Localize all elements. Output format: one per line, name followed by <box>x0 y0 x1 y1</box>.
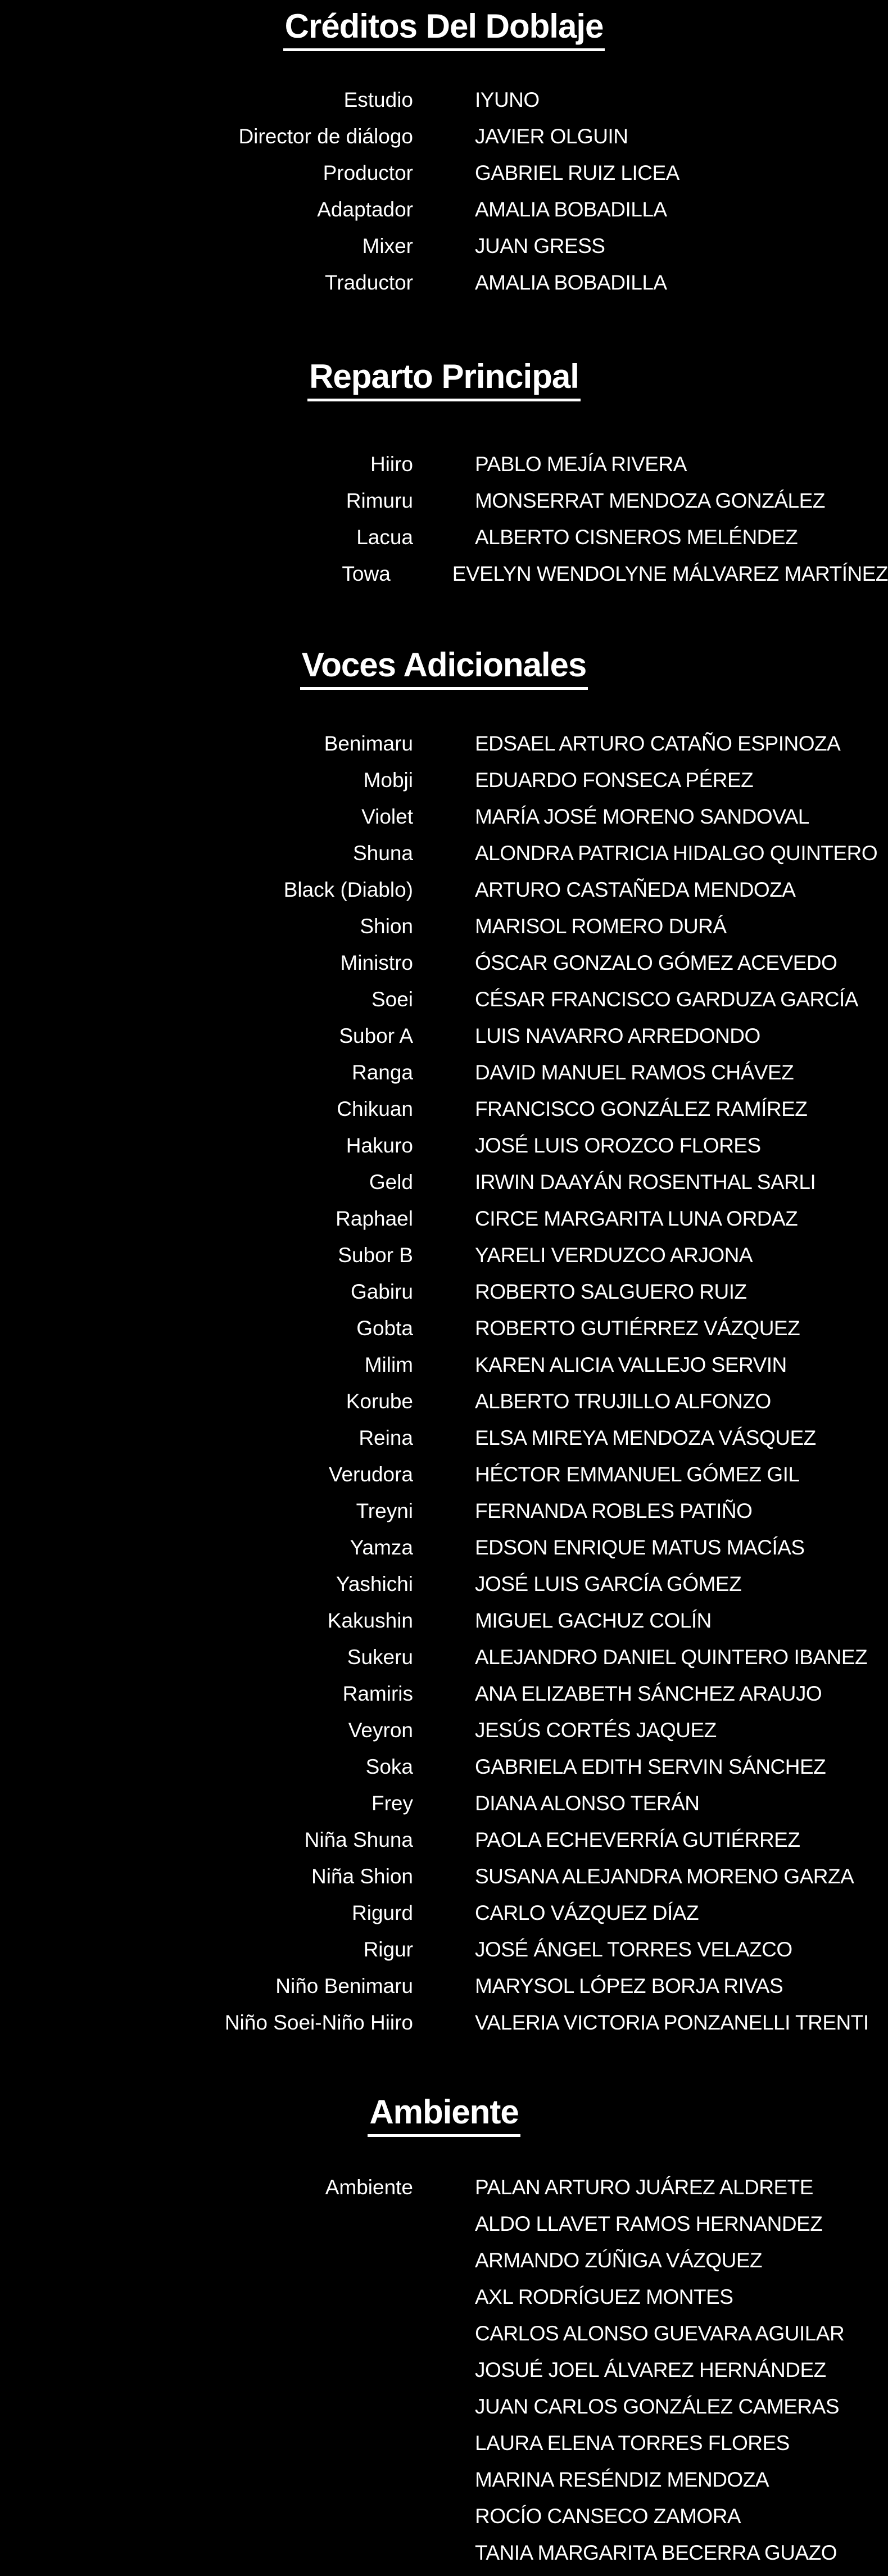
section-title-wrap <box>0 7 888 51</box>
actor-names <box>475 228 888 264</box>
actor-name: ALONDRA PATRICIA HIDALGO QUINTERO <box>475 842 878 865</box>
role-label: Soka <box>365 1755 413 1778</box>
actor-name: GABRIEL RUIZ LICEA <box>475 161 679 184</box>
actor-names <box>475 1127 888 1164</box>
credit-row <box>0 1346 888 1383</box>
actor-name: FRANCISCO GONZÁLEZ RAMÍREZ <box>475 1097 808 1120</box>
actor-name: SUSANA ALEJANDRA MORENO GARZA <box>475 1865 854 1888</box>
actor-names <box>475 1785 888 1822</box>
actor-names <box>475 835 888 871</box>
actor-name: PALAN ARTURO JUÁREZ ALDRETE <box>475 2176 813 2199</box>
actor-names <box>475 1968 888 2004</box>
actor-name: MARYSOL LÓPEZ BORJA RIVAS <box>475 1974 783 1997</box>
actor-names <box>475 155 888 191</box>
actor-name: ARTURO CASTAÑEDA MENDOZA <box>475 878 796 901</box>
actor-names <box>475 264 888 301</box>
actor-names <box>475 1091 888 1127</box>
credit-row <box>0 908 888 944</box>
actor-name: MIGUEL GACHUZ COLÍN <box>475 1609 712 1632</box>
credit-row <box>0 155 888 191</box>
actor-name: ROBERTO SALGUERO RUIZ <box>475 1280 747 1303</box>
actor-name: IYUNO <box>475 88 540 111</box>
actor-names <box>475 1054 888 1091</box>
section-title: Ambiente <box>368 2093 520 2137</box>
role-label: Hakuro <box>346 1134 413 1157</box>
actor-name: CARLOS ALONSO GUEVARA AGUILAR <box>475 2322 845 2345</box>
actor-names <box>475 2169 888 2571</box>
actor-name: IRWIN DAAYÁN ROSENTHAL SARLI <box>475 1171 816 1194</box>
credit-row <box>0 981 888 1018</box>
role-label: Geld <box>369 1171 413 1194</box>
actor-names <box>475 725 888 762</box>
role-label: Rimuru <box>346 489 413 512</box>
actor-name: JOSÉ LUIS GARCÍA GÓMEZ <box>475 1572 742 1596</box>
actor-name: ROCÍO CANSECO ZAMORA <box>475 2505 741 2528</box>
section-rows <box>0 2169 888 2571</box>
actor-names <box>475 1456 888 1493</box>
role-label: Treyni <box>356 1499 413 1522</box>
credit-row <box>0 1200 888 1237</box>
role-label: Niña Shion <box>311 1865 413 1888</box>
role-label: Niño Soei-Niño Hiiro <box>224 2011 413 2034</box>
section-title-wrap <box>0 2093 888 2137</box>
credit-row <box>0 1164 888 1200</box>
credit-row <box>0 555 888 592</box>
actor-name: JUAN GRESS <box>475 234 605 257</box>
credit-row <box>0 1675 888 1712</box>
role-label: Subor B <box>338 1244 413 1267</box>
actor-name: JOSUÉ JOEL ÁLVAREZ HERNÁNDEZ <box>475 2358 826 2381</box>
credit-row <box>0 482 888 519</box>
credit-row <box>0 1529 888 1566</box>
credit-row <box>0 762 888 798</box>
actor-names <box>475 1420 888 1456</box>
actor-names <box>475 446 888 482</box>
role-label: Director de diálogo <box>238 125 413 148</box>
role-label: Gobta <box>356 1317 413 1340</box>
role-label: Reina <box>359 1426 413 1449</box>
actor-names <box>475 1383 888 1420</box>
role-label: Ambiente <box>325 2176 413 2199</box>
role-label: Benimaru <box>324 732 413 755</box>
credit-row <box>0 835 888 871</box>
actor-names <box>475 191 888 228</box>
role-label: Rigur <box>363 1938 413 1961</box>
actor-name: ELSA MIREYA MENDOZA VÁSQUEZ <box>475 1426 816 1449</box>
credit-section <box>0 2093 888 2571</box>
actor-name: CÉSAR FRANCISCO GARDUZA GARCÍA <box>475 988 858 1011</box>
credit-row <box>0 1712 888 1748</box>
section-rows <box>0 446 888 592</box>
actor-name: TANIA MARGARITA BECERRA GUAZO <box>475 2541 837 2564</box>
actor-name: JESÚS CORTÉS JAQUEZ <box>475 1719 717 1742</box>
credit-row <box>0 1785 888 1822</box>
credit-row <box>0 228 888 264</box>
actor-names <box>475 118 888 155</box>
role-label: Towa <box>342 562 391 585</box>
actor-names <box>475 908 888 944</box>
credit-row <box>0 1237 888 1273</box>
actor-name: AXL RODRÍGUEZ MONTES <box>475 2285 733 2308</box>
actor-names <box>475 1237 888 1273</box>
actor-names <box>475 2004 888 2041</box>
credit-row <box>0 1493 888 1529</box>
actor-names <box>475 1529 888 1566</box>
role-label: Shion <box>360 915 413 938</box>
section-title-wrap <box>0 645 888 690</box>
actor-name: JOSÉ LUIS OROZCO FLORES <box>475 1134 761 1157</box>
role-label: Estudio <box>343 88 413 111</box>
credit-row <box>0 1273 888 1310</box>
actor-name: PABLO MEJÍA RIVERA <box>475 453 687 476</box>
actor-names <box>475 482 888 519</box>
role-label: Milim <box>364 1353 413 1376</box>
section-title: Créditos Del Doblaje <box>283 7 605 51</box>
actor-names <box>475 762 888 798</box>
role-label: Kakushin <box>327 1609 413 1632</box>
actor-names <box>475 871 888 908</box>
actor-name: LAURA ELENA TORRES FLORES <box>475 2432 790 2455</box>
actor-names <box>475 1858 888 1895</box>
role-label: Traductor <box>325 271 413 294</box>
credit-row <box>0 1822 888 1858</box>
actor-name: ARMANDO ZÚÑIGA VÁZQUEZ <box>475 2249 763 2272</box>
role-label: Mobji <box>363 769 413 792</box>
credit-row <box>0 871 888 908</box>
actor-name: ALDO LLAVET RAMOS HERNANDEZ <box>475 2212 823 2235</box>
credit-row <box>0 2169 888 2571</box>
actor-name: MARINA RESÉNDIZ MENDOZA <box>475 2468 769 2491</box>
role-label: Verudora <box>328 1463 413 1486</box>
credit-row <box>0 1127 888 1164</box>
role-label: Gabiru <box>350 1280 413 1303</box>
actor-names <box>475 944 888 981</box>
actor-names <box>475 1346 888 1383</box>
actor-name: DAVID MANUEL RAMOS CHÁVEZ <box>475 1061 794 1084</box>
role-label: Adaptador <box>317 198 413 221</box>
actor-name: EDSAEL ARTURO CATAÑO ESPINOZA <box>475 732 841 755</box>
credit-row <box>0 798 888 835</box>
credit-row <box>0 944 888 981</box>
actor-names <box>475 1566 888 1602</box>
credit-row <box>0 1091 888 1127</box>
actor-names <box>475 1493 888 1529</box>
actor-name: DIANA ALONSO TERÁN <box>475 1792 700 1815</box>
credit-section <box>0 645 888 2041</box>
actor-name: AMALIA BOBADILLA <box>475 198 667 221</box>
role-label: Productor <box>323 161 413 184</box>
actor-names <box>475 1310 888 1346</box>
section-rows <box>0 725 888 2041</box>
credit-section <box>0 7 888 301</box>
actor-names <box>475 1602 888 1639</box>
credit-row <box>0 264 888 301</box>
actor-name: EDUARDO FONSECA PÉREZ <box>475 769 754 792</box>
actor-names <box>475 981 888 1018</box>
actor-name: PAOLA ECHEVERRÍA GUTIÉRREZ <box>475 1828 800 1851</box>
credit-row <box>0 2004 888 2041</box>
actor-names <box>475 1164 888 1200</box>
actor-name: CIRCE MARGARITA LUNA ORDAZ <box>475 1207 798 1230</box>
credit-row <box>0 446 888 482</box>
role-label: Ramiris <box>342 1682 413 1705</box>
role-label: Veyron <box>348 1719 413 1742</box>
actor-names <box>475 1712 888 1748</box>
credit-row <box>0 1602 888 1639</box>
actor-name: AMALIA BOBADILLA <box>475 271 667 294</box>
actor-name: ROBERTO GUTIÉRREZ VÁZQUEZ <box>475 1317 800 1340</box>
actor-name: ÓSCAR GONZALO GÓMEZ ACEVEDO <box>475 951 837 974</box>
role-label: Raphael <box>336 1207 413 1230</box>
actor-names <box>475 1639 888 1675</box>
role-label: Frey <box>371 1792 413 1815</box>
credit-row <box>0 1018 888 1054</box>
actor-name: YARELI VERDUZCO ARJONA <box>475 1244 753 1267</box>
actor-name: MARISOL ROMERO DURÁ <box>475 915 727 938</box>
actor-name: ALEJANDRO DANIEL QUINTERO IBANEZ <box>475 1646 868 1669</box>
actor-names <box>475 1931 888 1968</box>
actor-name: JUAN CARLOS GONZÁLEZ CAMERAS <box>475 2395 840 2418</box>
actor-name: EVELYN WENDOLYNE MÁLVAREZ MARTÍNEZ <box>452 562 888 585</box>
role-label: Yashichi <box>336 1572 413 1596</box>
actor-names <box>475 798 888 835</box>
role-label: Chikuan <box>337 1097 413 1120</box>
credit-row <box>0 1054 888 1091</box>
actor-names <box>475 1273 888 1310</box>
credit-row <box>0 1931 888 1968</box>
role-label: Niña Shuna <box>304 1828 413 1851</box>
credit-row <box>0 1456 888 1493</box>
dubbing-credits-page <box>0 7 888 2571</box>
role-label: Ranga <box>351 1061 413 1084</box>
actor-name: GABRIELA EDITH SERVIN SÁNCHEZ <box>475 1755 826 1778</box>
credit-row <box>0 1895 888 1931</box>
credit-row <box>0 1383 888 1420</box>
role-label: Soei <box>371 988 413 1011</box>
actor-names <box>475 82 888 118</box>
credit-row <box>0 82 888 118</box>
role-label: Mixer <box>362 234 413 257</box>
role-label: Lacua <box>356 526 413 549</box>
role-label: Subor A <box>339 1024 413 1047</box>
actor-names <box>475 1200 888 1237</box>
credit-row <box>0 1566 888 1602</box>
role-label: Shuna <box>353 842 413 865</box>
actor-names <box>475 1018 888 1054</box>
credit-row <box>0 1748 888 1785</box>
actor-names <box>475 1748 888 1785</box>
section-title: Reparto Principal <box>307 357 581 401</box>
credit-row <box>0 1310 888 1346</box>
actor-name: MARÍA JOSÉ MORENO SANDOVAL <box>475 805 809 828</box>
role-label: Niño Benimaru <box>275 1974 413 1997</box>
credit-section <box>0 357 888 592</box>
role-label: Ministro <box>340 951 413 974</box>
role-label: Sukeru <box>347 1646 413 1669</box>
actor-name: FERNANDA ROBLES PATIÑO <box>475 1499 753 1522</box>
section-rows <box>0 82 888 301</box>
actor-name: VALERIA VICTORIA PONZANELLI TRENTI <box>475 2011 869 2034</box>
credit-row <box>0 519 888 555</box>
section-title-wrap <box>0 357 888 401</box>
role-label: Rigurd <box>352 1901 413 1924</box>
role-label: Hiiro <box>370 453 413 476</box>
section-title: Voces Adicionales <box>300 645 588 690</box>
role-label: Violet <box>361 805 413 828</box>
actor-names <box>475 519 888 555</box>
actor-name: ALBERTO TRUJILLO ALFONZO <box>475 1390 771 1413</box>
actor-name: JAVIER OLGUIN <box>475 125 628 148</box>
role-label: Yamza <box>350 1536 413 1559</box>
actor-names <box>452 555 888 592</box>
actor-names <box>475 1895 888 1931</box>
credit-row <box>0 1858 888 1895</box>
actor-name: ALBERTO CISNEROS MELÉNDEZ <box>475 526 798 549</box>
actor-name: ANA ELIZABETH SÁNCHEZ ARAUJO <box>475 1682 822 1705</box>
actor-name: MONSERRAT MENDOZA GONZÁLEZ <box>475 489 825 512</box>
actor-name: JOSÉ ÁNGEL TORRES VELAZCO <box>475 1938 792 1961</box>
credit-row <box>0 118 888 155</box>
actor-names <box>475 1822 888 1858</box>
credit-row <box>0 1420 888 1456</box>
credit-row <box>0 1639 888 1675</box>
actor-name: LUIS NAVARRO ARREDONDO <box>475 1024 760 1047</box>
credit-row <box>0 191 888 228</box>
role-label: Black (Diablo) <box>283 878 413 901</box>
role-label: Korube <box>346 1390 413 1413</box>
actor-name: KAREN ALICIA VALLEJO SERVIN <box>475 1353 787 1376</box>
actor-name: HÉCTOR EMMANUEL GÓMEZ GIL <box>475 1463 800 1486</box>
actor-names <box>475 1675 888 1712</box>
credit-row <box>0 1968 888 2004</box>
actor-name: EDSON ENRIQUE MATUS MACÍAS <box>475 1536 805 1559</box>
actor-name: CARLO VÁZQUEZ DÍAZ <box>475 1901 699 1924</box>
credit-row <box>0 725 888 762</box>
